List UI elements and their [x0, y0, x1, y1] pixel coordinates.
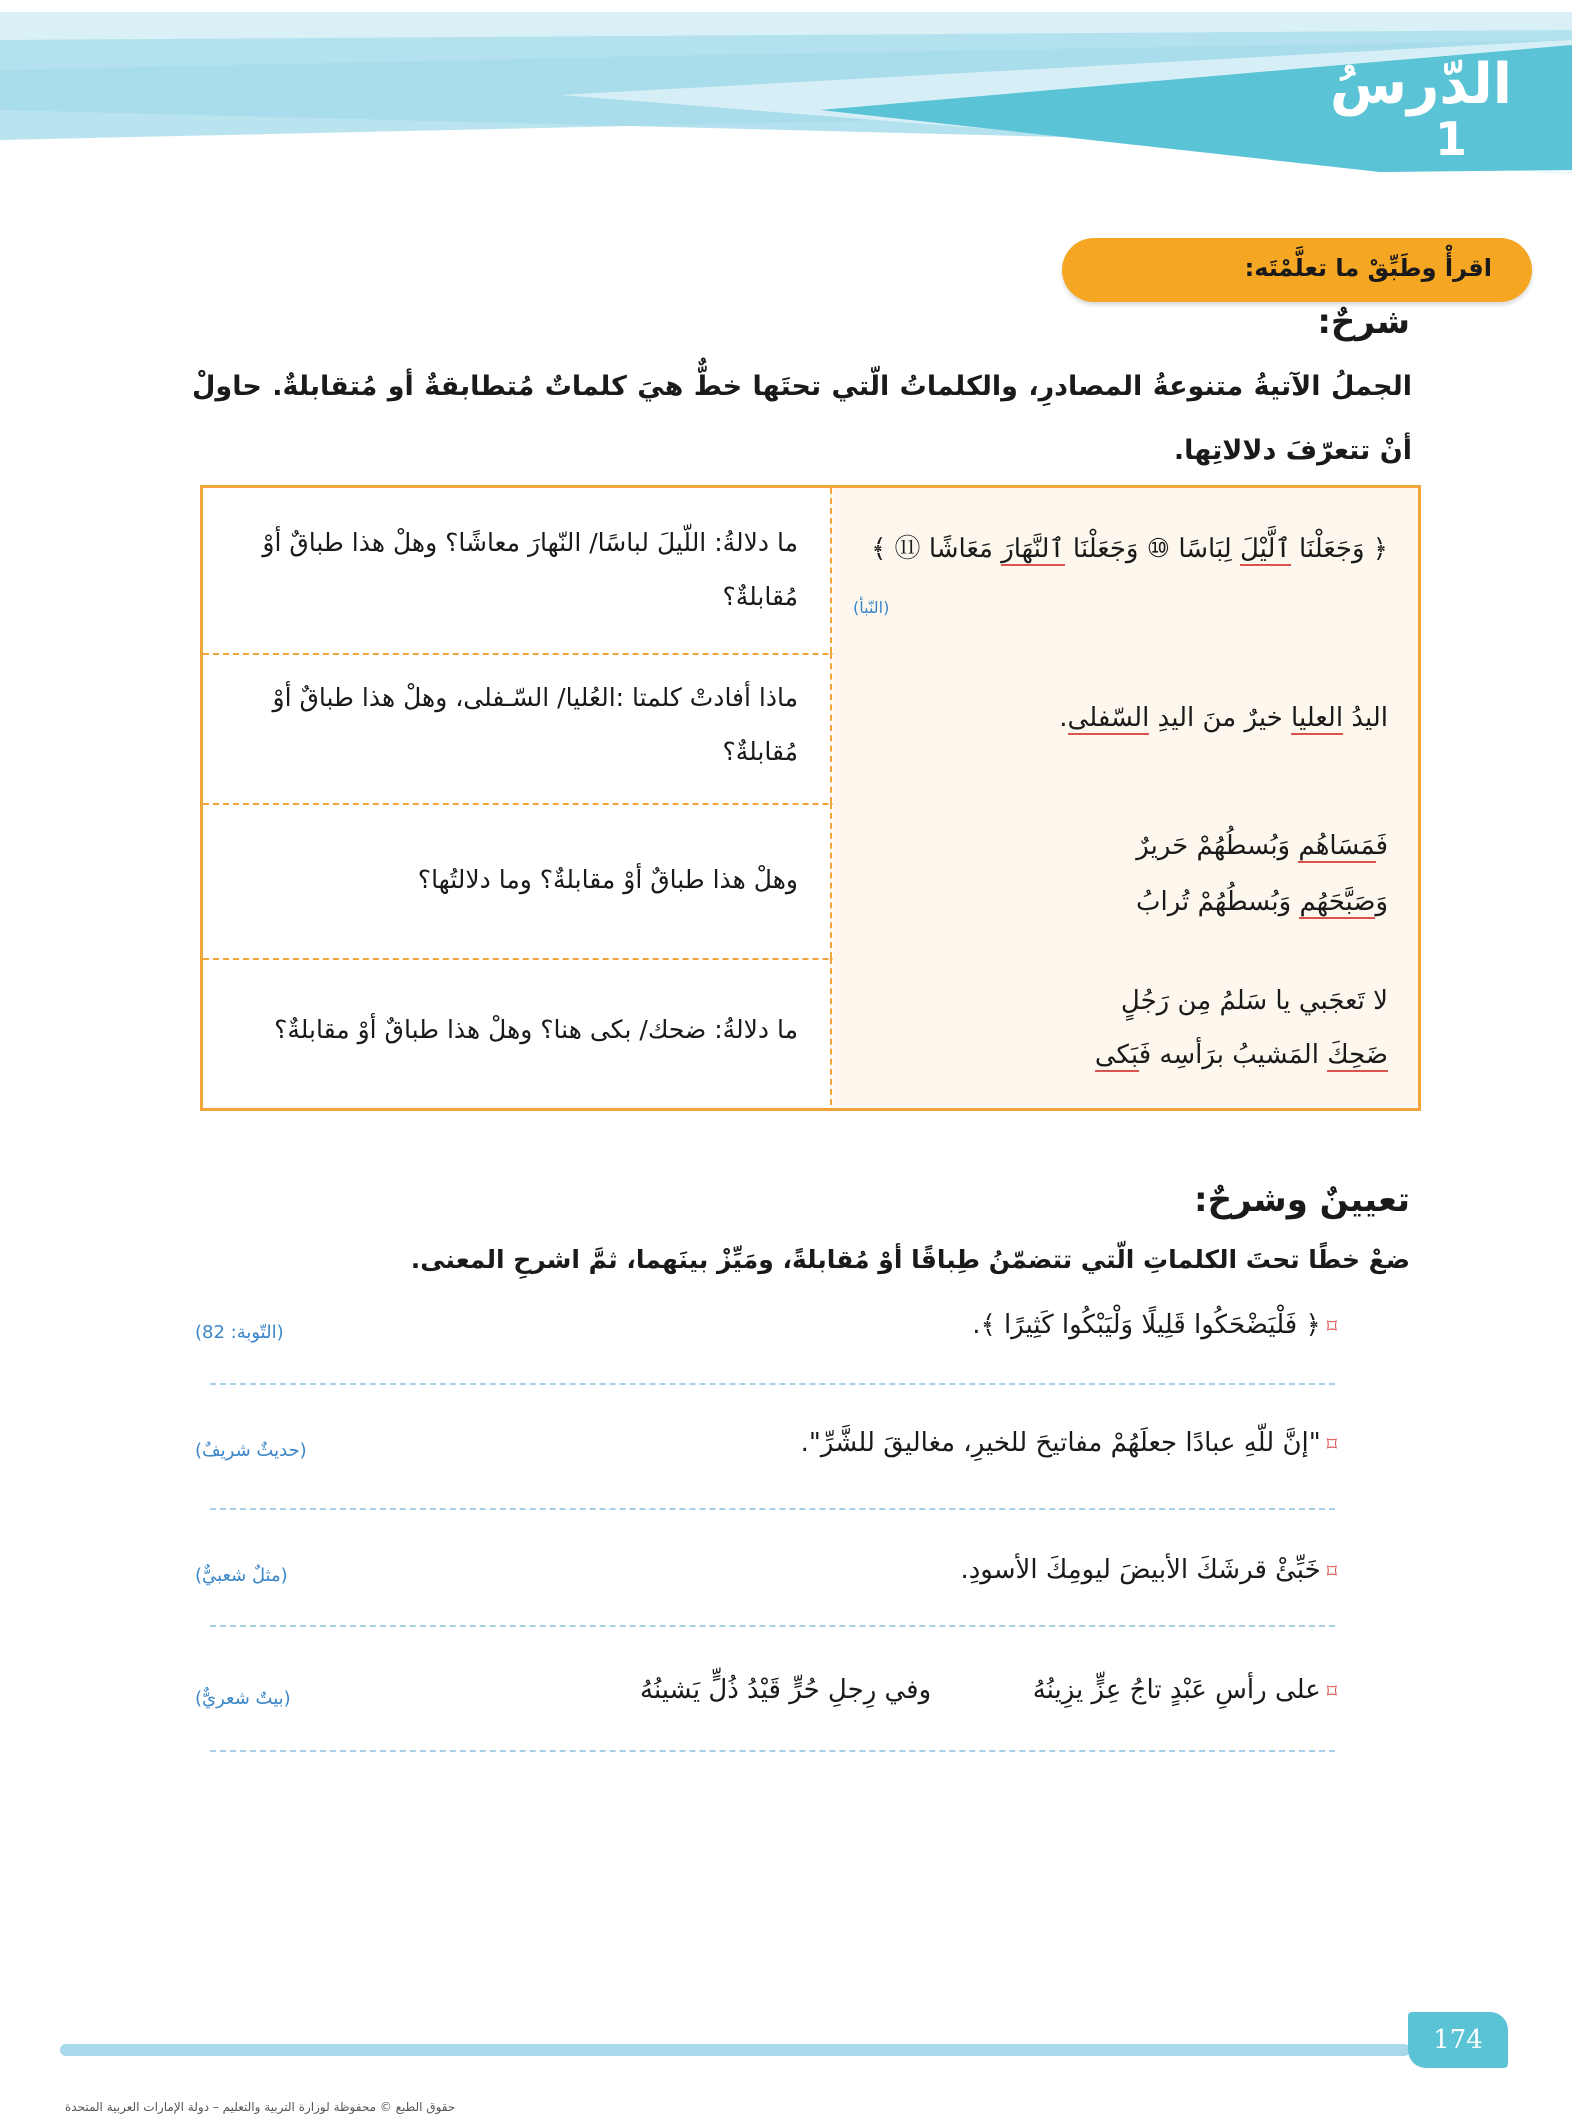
- answer-line: [210, 1625, 1335, 1627]
- bullet-icon: ⌑: [1326, 1314, 1337, 1338]
- exercise-title: تعيينٌ وشرحٌ:: [1194, 1180, 1410, 1220]
- lesson-number: 1: [1434, 112, 1467, 166]
- column-divider: [830, 958, 832, 1105]
- item-source: (بيتٌ شعريٌّ): [195, 1688, 291, 1709]
- question-cell: [203, 653, 818, 803]
- example-text: ﴿ وَجَعَلْنَا ٱلَّيْلَ لِبَاسًا ⑩ وَجَعَلْنَا ٱلنَّهَارَ مَعَاشًا ⑪ ﴾: [871, 534, 1388, 564]
- column-divider: [830, 488, 832, 653]
- question-cell: [203, 958, 818, 1105]
- table-row: [203, 958, 1418, 1105]
- examples-table: [200, 485, 1421, 1111]
- copyright-text: حقوق الطبع © محفوظة لوزارة التربية والتعليم – دولة الإمارات العربية المتحدة: [65, 2100, 456, 2114]
- explain-intro: الجملُ الآتيةُ متنوعةُ المصادرِ، والكلماتُ الّتي تحتَها خطٌّ هيَ كلماتٌ مُتطابقةٌ أو مُتقابلةٌ. حاولْ أنْ تتعرّفَ دلالاتِها.: [192, 371, 1412, 466]
- question-text: وهلْ هذا طباقٌ أوْ مقابلةٌ؟ وما دلالتُها؟: [417, 865, 798, 894]
- question-text: ماذا أفادتْ كلمتا :العُليا/ السّـفلى، وهلْ هذا طباقٌ أوْ مُقابلةٌ؟: [272, 683, 798, 766]
- table-row: [203, 653, 1418, 805]
- lesson-word: الدّرسُ: [1329, 52, 1512, 117]
- answer-line: [210, 1750, 1335, 1752]
- exercise-instruction: ضعْ خطًا تحتَ الكلماتِ الّتي تتضمّنُ طِباقًا أوْ مُقابلةً، ومَيِّزْ بينَهما، ثمَّ اشرحِ المعنى.: [410, 1245, 1410, 1274]
- bullet-icon: ⌑: [1326, 1559, 1337, 1583]
- example-cell: [833, 803, 1418, 958]
- verse-line-1: لا تَعجَبي يا سَلمُ مِن رَجُلٍ: [1120, 986, 1388, 1016]
- question-cell: [203, 488, 818, 653]
- list-item: ⌑على رأسِ عَبْدٍ تاجُ عِزٍّ يزِينُهُ: [1032, 1675, 1337, 1705]
- verse-line-1: فَمَسَاهُم وَبُسطُهُمْ حَريرٌ: [1136, 831, 1388, 861]
- answer-line: [210, 1508, 1335, 1510]
- list-item: ⌑﴿ فَلْيَضْحَكُوا قَلِيلًا وَلْيَبْكُوا كَثِيرًا ﴾.: [972, 1310, 1337, 1340]
- table-row: [203, 803, 1418, 960]
- example-cell: [833, 958, 1418, 1105]
- example-cell: [833, 488, 1418, 653]
- bullet-icon: ⌑: [1326, 1432, 1337, 1456]
- explain-title: شرحٌ:: [1317, 302, 1410, 342]
- item-source: (مثلٌ شعبيٌّ): [195, 1565, 288, 1586]
- list-item: ⌑"إنَّ للّهِ عبادًا جعلَهُمْ مفاتيحَ للخيرِ، مغاليقَ للشَّرِّ".: [800, 1428, 1337, 1458]
- page-number-tab: [1408, 2012, 1508, 2068]
- item-source: (حديثٌ شريفٌ): [195, 1440, 307, 1461]
- bullet-icon: ⌑: [1326, 1679, 1337, 1703]
- example-cell: [833, 653, 1418, 803]
- column-divider: [830, 653, 832, 803]
- question-cell: [203, 803, 818, 958]
- source-label: (النّبأ): [853, 598, 890, 617]
- verse-line-2: وَصَبَّحَهُم وَبُسطُهُمْ تُرابُ: [1136, 887, 1388, 917]
- list-item: ⌑خَبِّئْ قرشَكَ الأبيضَ ليومِكَ الأسودِ.: [960, 1555, 1337, 1585]
- pill-label: اقرأْ وطَبِّقْ ما تعلَّمْتَه:: [1244, 254, 1492, 282]
- column-divider: [830, 803, 832, 958]
- question-text: ما دلالةُ: ضحك/ بكى هنا؟ وهلْ هذا طباقٌ أوْ مقابلةٌ؟: [274, 1015, 798, 1044]
- table-row: [203, 488, 1418, 655]
- page-number: 174: [1433, 2025, 1483, 2055]
- answer-line: [210, 1383, 1335, 1385]
- verse-second-hemistich: وفي رِجلِ حُرٍّ قَيْدُ ذُلٍّ يَشينُهُ: [640, 1675, 932, 1705]
- read-apply-pill: [1062, 238, 1532, 302]
- verse-line-2: ضَحِكَ المَشيبُ برَأسِه فَبَكى: [1094, 1040, 1388, 1070]
- question-text: ما دلالةُ: اللّيلَ لباسًا/ النّهارَ معاشًا؟ وهلْ هذا طباقٌ أوْ مُقابلةٌ؟: [262, 528, 798, 611]
- item-source: (التّوبة: 82): [195, 1322, 284, 1343]
- footer-bar: [60, 2044, 1410, 2056]
- example-text: اليدُ العليا خيرٌ منَ اليدِ السّفلى.: [1059, 703, 1388, 733]
